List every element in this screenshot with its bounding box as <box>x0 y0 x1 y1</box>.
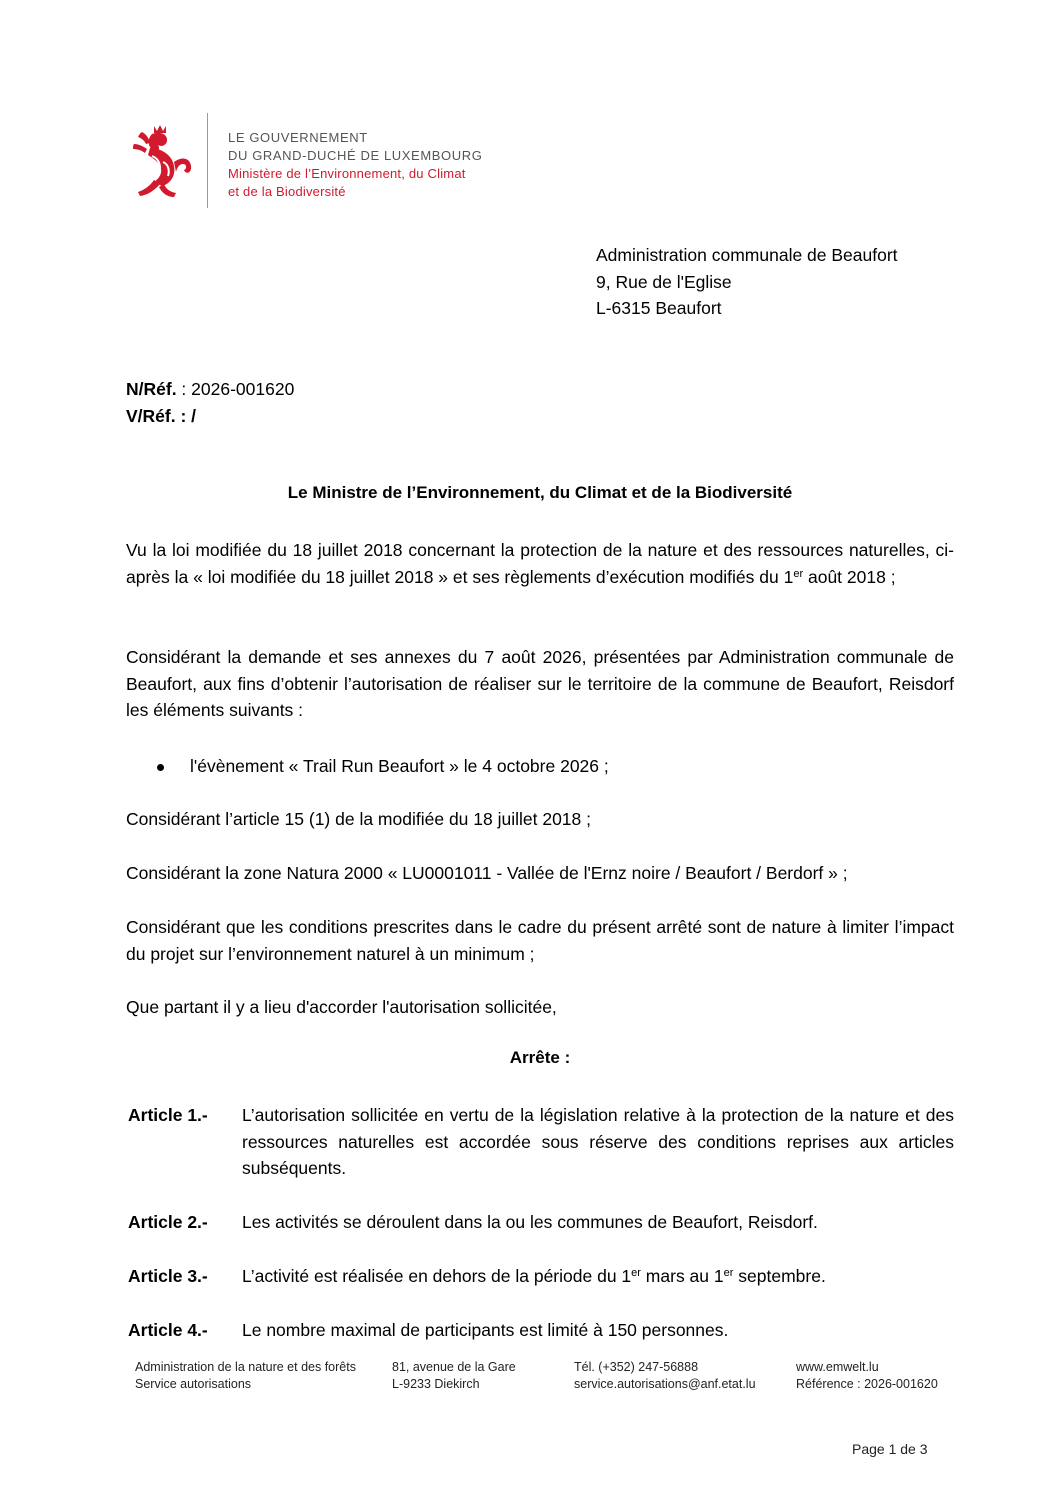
article-text-part: L’activité est réalisée en dehors de la période du 1 <box>242 1266 632 1286</box>
article-text-part: mars au 1 <box>640 1266 724 1286</box>
decision-heading: Arrête : <box>509 1048 571 1067</box>
consideration-conditions: Considérant que les conditions prescrites dans le cadre du présent arrêté sont de nature à limiter l’impact du projet sur l’environnement naturel à un minimum ; <box>126 917 954 964</box>
document-title: Le Ministre de l’Environnement, du Climat et de la Biodiversité <box>287 483 793 502</box>
consideration-natura-zone: Considérant la zone Natura 2000 « LU0001011 - Vallée de l'Ernz noire / Beaufort / Berdorf » ; <box>126 863 848 883</box>
footer-reference: Référence : 2026-001620 <box>796 1377 938 1391</box>
article-label: Article 3.- <box>128 1266 208 1286</box>
footer-email: service.autorisations@anf.etat.lu <box>574 1377 756 1391</box>
ordinal-superscript: er <box>793 567 804 580</box>
footer-organization-name: Administration de la nature et des forêts <box>135 1360 356 1374</box>
footer-address <box>392 1359 516 1393</box>
our-reference <box>126 376 294 403</box>
ministry-name-line2: et de la Biodiversité <box>228 184 346 199</box>
footer-organization-service: Service autorisations <box>135 1377 252 1391</box>
our-reference-value: : 2026-001620 <box>176 379 295 399</box>
footer-web <box>796 1359 938 1393</box>
red-lion-icon <box>130 122 194 198</box>
ordinal-superscript: er <box>723 1267 734 1279</box>
article-text: Les activités se déroulent dans la ou les communes de Beaufort, Reisdorf. <box>242 1212 818 1232</box>
consideration-conclusion: Que partant il y a lieu d'accorder l'autorisation sollicitée, <box>126 997 557 1017</box>
consideration-legal-basis-text: Vu la loi modifiée du 18 juillet 2018 concernant la protection de la nature et des ressources naturelles, ci-après la « loi modifiée du 18 juillet 2018 » et ses règlements d’exécution modifiés du 1 <box>126 540 954 587</box>
footer-website: www.emwelt.lu <box>796 1360 879 1374</box>
letterhead-text <box>228 129 482 201</box>
consideration-request: Considérant la demande et ses annexes du 7 août 2026, présentées par Administration communale de Beaufort, aux fins d’obtenir l’autorisation de réaliser sur le territoire de la commune de Beaufort, Reisdorf les éléments suivants : <box>126 647 954 720</box>
footer-city: L-9233 Diekirch <box>392 1377 480 1391</box>
bullet-icon <box>157 764 164 771</box>
article-text: L’autorisation sollicitée en vertu de la législation relative à la protection de la nature et des ressources naturelles est accordée sous réserve des conditions reprises aux articles subséquents. <box>242 1105 954 1178</box>
article-label: Article 2.- <box>128 1212 208 1232</box>
article-text <box>242 1263 954 1290</box>
recipient-address <box>596 242 898 322</box>
government-name-line2: DU GRAND-DUCHÉ DE LUXEMBOURG <box>228 148 483 163</box>
ministry-name-line1: Ministère de l’Environnement, du Climat <box>228 166 466 181</box>
footer-organization <box>135 1359 356 1393</box>
footer-street: 81, avenue de la Gare <box>392 1360 516 1374</box>
your-reference-label: V/Réf. : / <box>126 406 197 426</box>
references <box>126 376 294 430</box>
article-text-part: septembre. <box>733 1266 826 1286</box>
article-label: Article 1.- <box>128 1105 208 1125</box>
government-name-line1: LE GOUVERNEMENT <box>228 130 368 145</box>
letterhead-divider <box>207 113 208 208</box>
page-number: Page 1 de 3 <box>852 1441 928 1457</box>
consideration-article: Considérant l’article 15 (1) de la modifiée du 18 juillet 2018 ; <box>126 809 591 829</box>
article-text: Le nombre maximal de participants est limité à 150 personnes. <box>242 1320 729 1340</box>
ordinal-superscript: er <box>631 1267 641 1279</box>
article-label: Article 4.- <box>128 1320 208 1340</box>
our-reference-label: N/Réf. <box>126 379 177 399</box>
recipient-name: Administration communale de Beaufort <box>596 245 898 265</box>
consideration-legal-basis <box>126 537 954 590</box>
footer-phone: Tél. (+352) 247-56888 <box>574 1360 699 1374</box>
recipient-street: 9, Rue de l'Eglise <box>596 271 732 292</box>
recipient-city: L-6315 Beaufort <box>596 298 722 318</box>
list-item-text: l'évènement « Trail Run Beaufort » le 4 octobre 2026 ; <box>190 756 609 776</box>
footer-contact <box>574 1359 756 1393</box>
your-reference <box>126 403 294 430</box>
consideration-legal-basis-end: août 2018 ; <box>803 566 896 587</box>
